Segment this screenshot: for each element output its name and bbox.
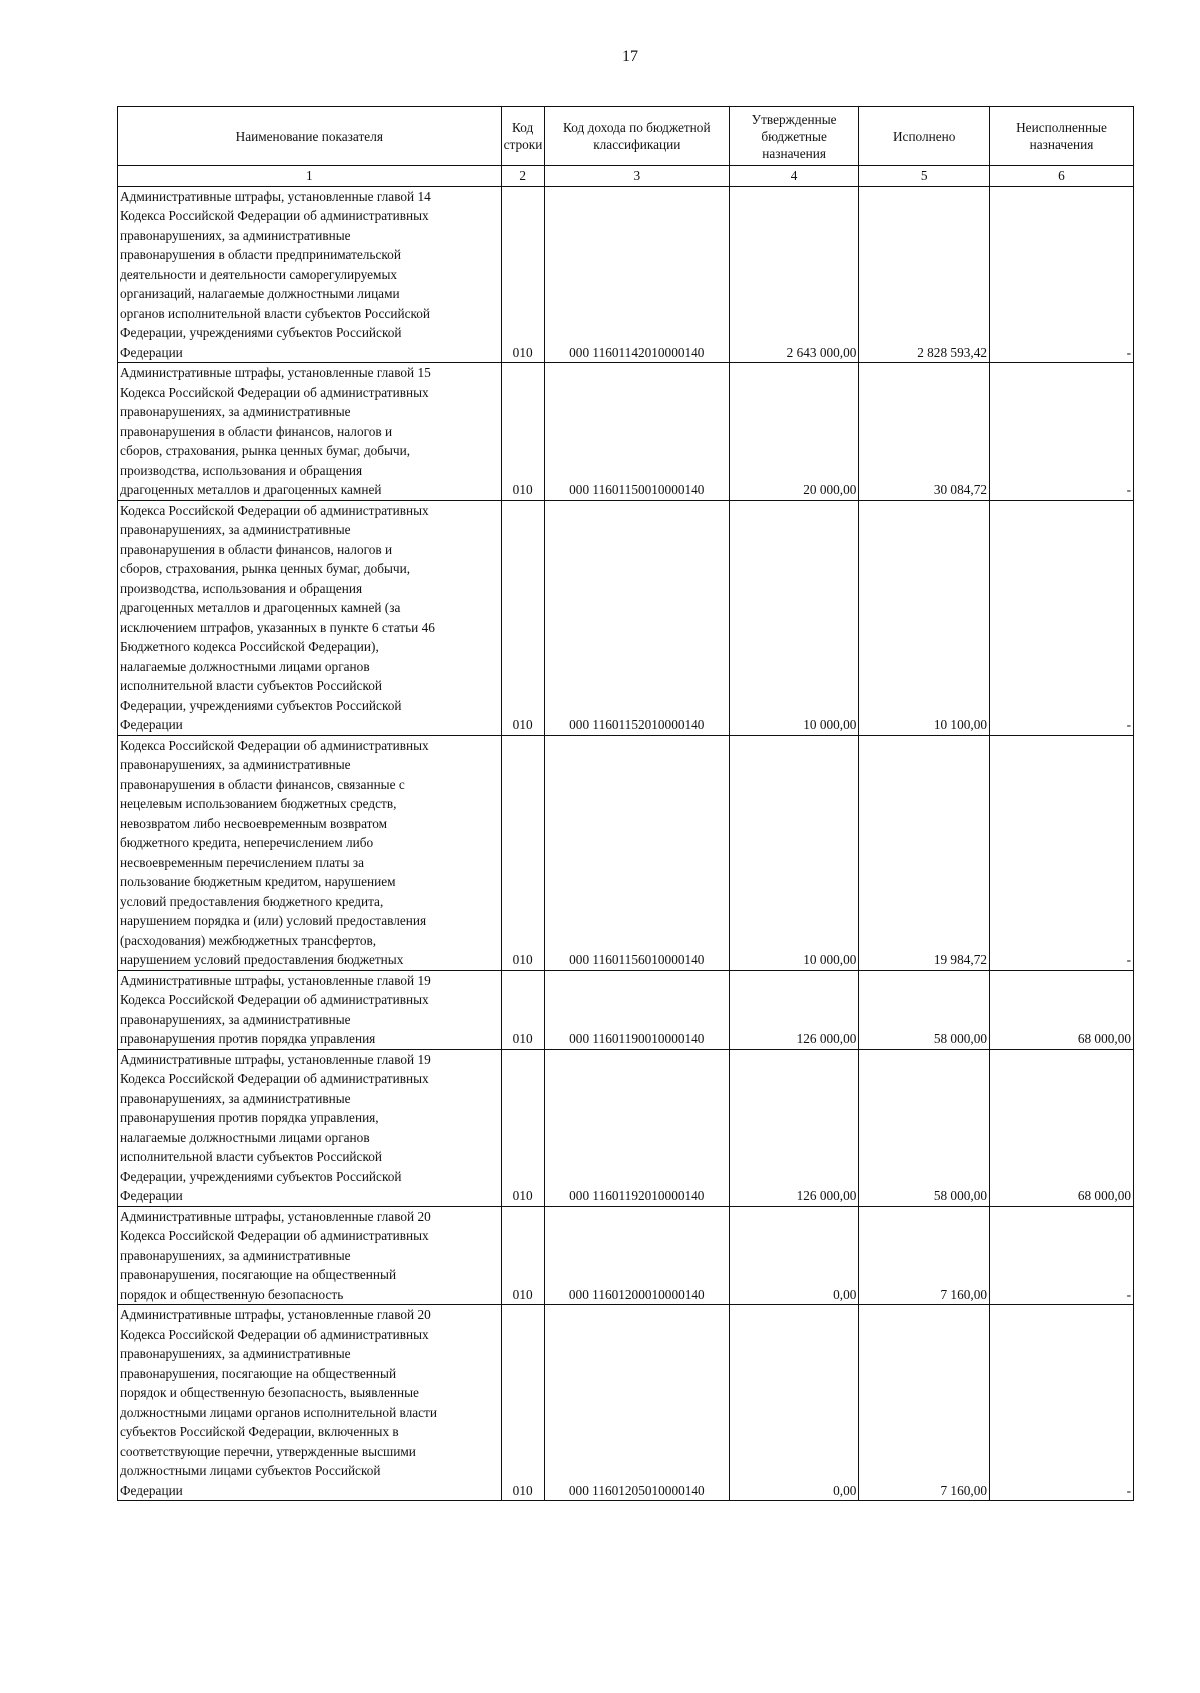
executed-amount: 10 100,00 [859,500,990,735]
header-unexecuted: Неисполненные назначения [990,107,1134,166]
indicator-name-line: сборов, страхования, рынка ценных бумаг, добычи, [120,443,411,458]
row-code: 010 [501,186,544,363]
indicator-name-line: органов исполнительной власти субъектов Российской [120,305,431,321]
column-number: 1 [118,166,502,187]
indicator-name-line: правонарушения против порядка управления [120,1031,376,1046]
executed-amount: 58 000,00 [859,970,990,1049]
indicator-name-line: должностными лицами субъектов Российской [120,1463,381,1478]
indicator-name-line: невозвратом либо несвоевременным возвратом [120,815,388,831]
indicator-name-line: драгоценных металлов и драгоценных камней [120,482,382,497]
indicator-name [118,1206,502,1305]
header-approved: Утвержденные бюджетные назначения [729,107,859,166]
executed-amount: 19 984,72 [859,735,990,970]
indicator-name-line: порядок и общественную безопасность [120,1286,344,1302]
indicator-name-line: Федерации, учреждениями субъектов Российской [120,325,402,340]
indicator-name-line: Административные штрафы, установленные главой 20 [120,1307,431,1322]
indicator-name [118,1305,502,1501]
indicator-name-line: правонарушения против порядка управления, [120,1110,379,1125]
indicator-name-line: нарушением порядка и (или) условий предоставления [120,913,427,928]
row-code: 010 [501,500,544,735]
indicator-name-line: правонарушениях, за административные [120,757,351,772]
row-code: 010 [501,1206,544,1305]
indicator-name-line: Кодекса Российской Федерации об административных [120,1228,429,1243]
indicator-name-line: производства, использования и обращения [120,580,363,596]
table-body [118,186,1134,1501]
unexecuted-amount: - [990,1206,1134,1305]
indicator-name [118,363,502,501]
indicator-name-line: порядок и общественную безопасность, выявленные [120,1385,419,1400]
indicator-name-line: Федерации [120,717,183,732]
indicator-name-line: соответствующие перечни, утвержденные высшими [120,1443,416,1459]
indicator-name-line: (расходования) межбюджетных трансфертов, [120,932,377,948]
budget-execution-table [117,106,1134,1501]
income-code: 000 11601200010000140 [544,1206,729,1305]
unexecuted-amount: - [990,1305,1134,1501]
approved-amount: 126 000,00 [729,970,859,1049]
executed-amount: 2 828 593,42 [859,186,990,363]
approved-amount: 0,00 [729,1305,859,1501]
indicator-name-line: Кодекса Российской Федерации об административных [120,1326,429,1342]
executed-amount: 30 084,72 [859,363,990,501]
indicator-name-line: правонарушения в области предпринимательской [120,247,401,262]
indicator-name-line: должностными лицами органов исполнительной власти [120,1404,437,1420]
table-row [118,363,1134,501]
unexecuted-amount: 68 000,00 [990,1049,1134,1206]
indicator-name-line: Федерации [120,344,183,360]
indicator-name-line: Кодекса Российской Федерации об административных [120,1071,429,1086]
indicator-name-line: правонарушения, посягающие на общественный [120,1365,397,1381]
approved-amount: 0,00 [729,1206,859,1305]
indicator-name [118,1049,502,1206]
indicator-name-line: правонарушения в области финансов, налогов и [120,423,393,439]
income-code: 000 11601150010000140 [544,363,729,501]
page-number: 17 [622,48,638,65]
column-number: 6 [990,166,1134,187]
header-executed: Исполнено [859,107,990,166]
income-code: 000 11601142010000140 [544,186,729,363]
column-number: 4 [729,166,859,187]
unexecuted-amount: - [990,363,1134,501]
header-row [118,107,1134,166]
indicator-name-line: драгоценных металлов и драгоценных камней (за [120,600,401,615]
table-row [118,500,1134,735]
unexecuted-amount: - [990,500,1134,735]
indicator-name-line: Кодекса Российской Федерации об административных [120,384,429,400]
indicator-name-line: Административные штрафы, установленные главой 20 [120,1208,431,1224]
indicator-name-line: Бюджетного кодекса Российской Федерации), [120,639,379,654]
approved-amount: 10 000,00 [729,735,859,970]
indicator-name-line: Федерации, учреждениями субъектов Российской [120,697,402,713]
income-code: 000 11601156010000140 [544,735,729,970]
income-code: 000 11601190010000140 [544,970,729,1049]
indicator-name-line: Кодекса Российской Федерации об административных [120,502,429,518]
indicator-name-line: Федерации [120,1188,183,1203]
indicator-name-line: нецелевым использованием бюджетных средств, [120,796,397,811]
income-code: 000 11601205010000140 [544,1305,729,1501]
executed-amount: 7 160,00 [859,1305,990,1501]
table-row [118,1049,1134,1206]
row-code: 010 [501,1049,544,1206]
approved-amount: 20 000,00 [729,363,859,501]
row-code: 010 [501,1305,544,1501]
indicator-name-line: бюджетного кредита, неперечислением либо [120,835,374,850]
indicator-name-line: правонарушения в области финансов, налогов и [120,541,393,557]
indicator-name-line: правонарушениях, за административные [120,227,351,243]
indicator-name-line: Административные штрафы, установленные главой 15 [120,365,431,380]
indicator-name-line: правонарушениях, за административные [120,522,351,537]
table-row [118,735,1134,970]
row-code: 010 [501,363,544,501]
indicator-name-line: Административные штрафы, установленные главой 19 [120,1051,431,1067]
header-income-code: Код дохода по бюджетной классификации [544,107,729,166]
indicator-name-line: правонарушениях, за административные [120,1247,351,1263]
row-code: 010 [501,735,544,970]
indicator-name-line: сборов, страхования, рынка ценных бумаг, добычи, [120,561,411,576]
indicator-name-line: правонарушениях, за административные [120,404,351,419]
indicator-name-line: Кодекса Российской Федерации об административных [120,992,429,1007]
indicator-name-line: налагаемые должностными лицами органов [120,1129,370,1145]
indicator-name-line: Административные штрафы, установленные главой 14 [120,188,431,204]
executed-amount: 58 000,00 [859,1049,990,1206]
unexecuted-amount: - [990,186,1134,363]
indicator-name-line: пользование бюджетным кредитом, нарушением [120,874,396,889]
column-number: 2 [501,166,544,187]
table-row [118,970,1134,1049]
indicator-name-line: производства, использования и обращения [120,462,363,478]
indicator-name-line: правонарушения в области финансов, связанные с [120,776,405,792]
indicator-name-line: налагаемые должностными лицами органов [120,658,370,674]
indicator-name-line: Кодекса Российской Федерации об административных [120,208,429,223]
indicator-name-line: организаций, налагаемые должностными лицами [120,286,400,301]
indicator-name-line: Федерации [120,1482,183,1498]
indicator-name-line: исполнительной власти субъектов Российской [120,678,382,693]
column-numbers-row [118,166,1134,187]
indicator-name [118,735,502,970]
unexecuted-amount: - [990,735,1134,970]
indicator-name-line: исключением штрафов, указанных в пункте 6 статьи 46 [120,619,435,635]
income-code: 000 11601192010000140 [544,1049,729,1206]
indicator-name-line: правонарушениях, за административные [120,1090,351,1106]
table-row [118,186,1134,363]
table-row [118,1305,1134,1501]
row-code: 010 [501,970,544,1049]
header-row-code: Код строки [501,107,544,166]
indicator-name-line: Административные штрафы, установленные главой 19 [120,972,431,988]
indicator-name-line: Федерации, учреждениями субъектов Российской [120,1168,402,1184]
unexecuted-amount: 68 000,00 [990,970,1134,1049]
indicator-name-line: исполнительной власти субъектов Российской [120,1149,382,1164]
income-code: 000 11601152010000140 [544,500,729,735]
indicator-name [118,186,502,363]
indicator-name-line: условий предоставления бюджетного кредита, [120,893,384,909]
approved-amount: 2 643 000,00 [729,186,859,363]
indicator-name-line: правонарушениях, за административные [120,1346,351,1361]
indicator-name-line: субъектов Российской Федерации, включенных в [120,1424,399,1439]
header-name: Наименование показателя [118,107,502,166]
indicator-name [118,970,502,1049]
executed-amount: 7 160,00 [859,1206,990,1305]
indicator-name [118,500,502,735]
indicator-name-line: правонарушениях, за административные [120,1011,351,1027]
indicator-name-line: несвоевременным перечислением платы за [120,854,365,870]
column-number: 5 [859,166,990,187]
approved-amount: 10 000,00 [729,500,859,735]
table-row [118,1206,1134,1305]
column-number: 3 [544,166,729,187]
indicator-name-line: правонарушения, посягающие на общественный [120,1267,397,1282]
approved-amount: 126 000,00 [729,1049,859,1206]
indicator-name-line: нарушением условий предоставления бюджетных [120,952,404,967]
indicator-name-line: деятельности и деятельности саморегулируемых [120,266,398,282]
indicator-name-line: Кодекса Российской Федерации об административных [120,737,429,753]
